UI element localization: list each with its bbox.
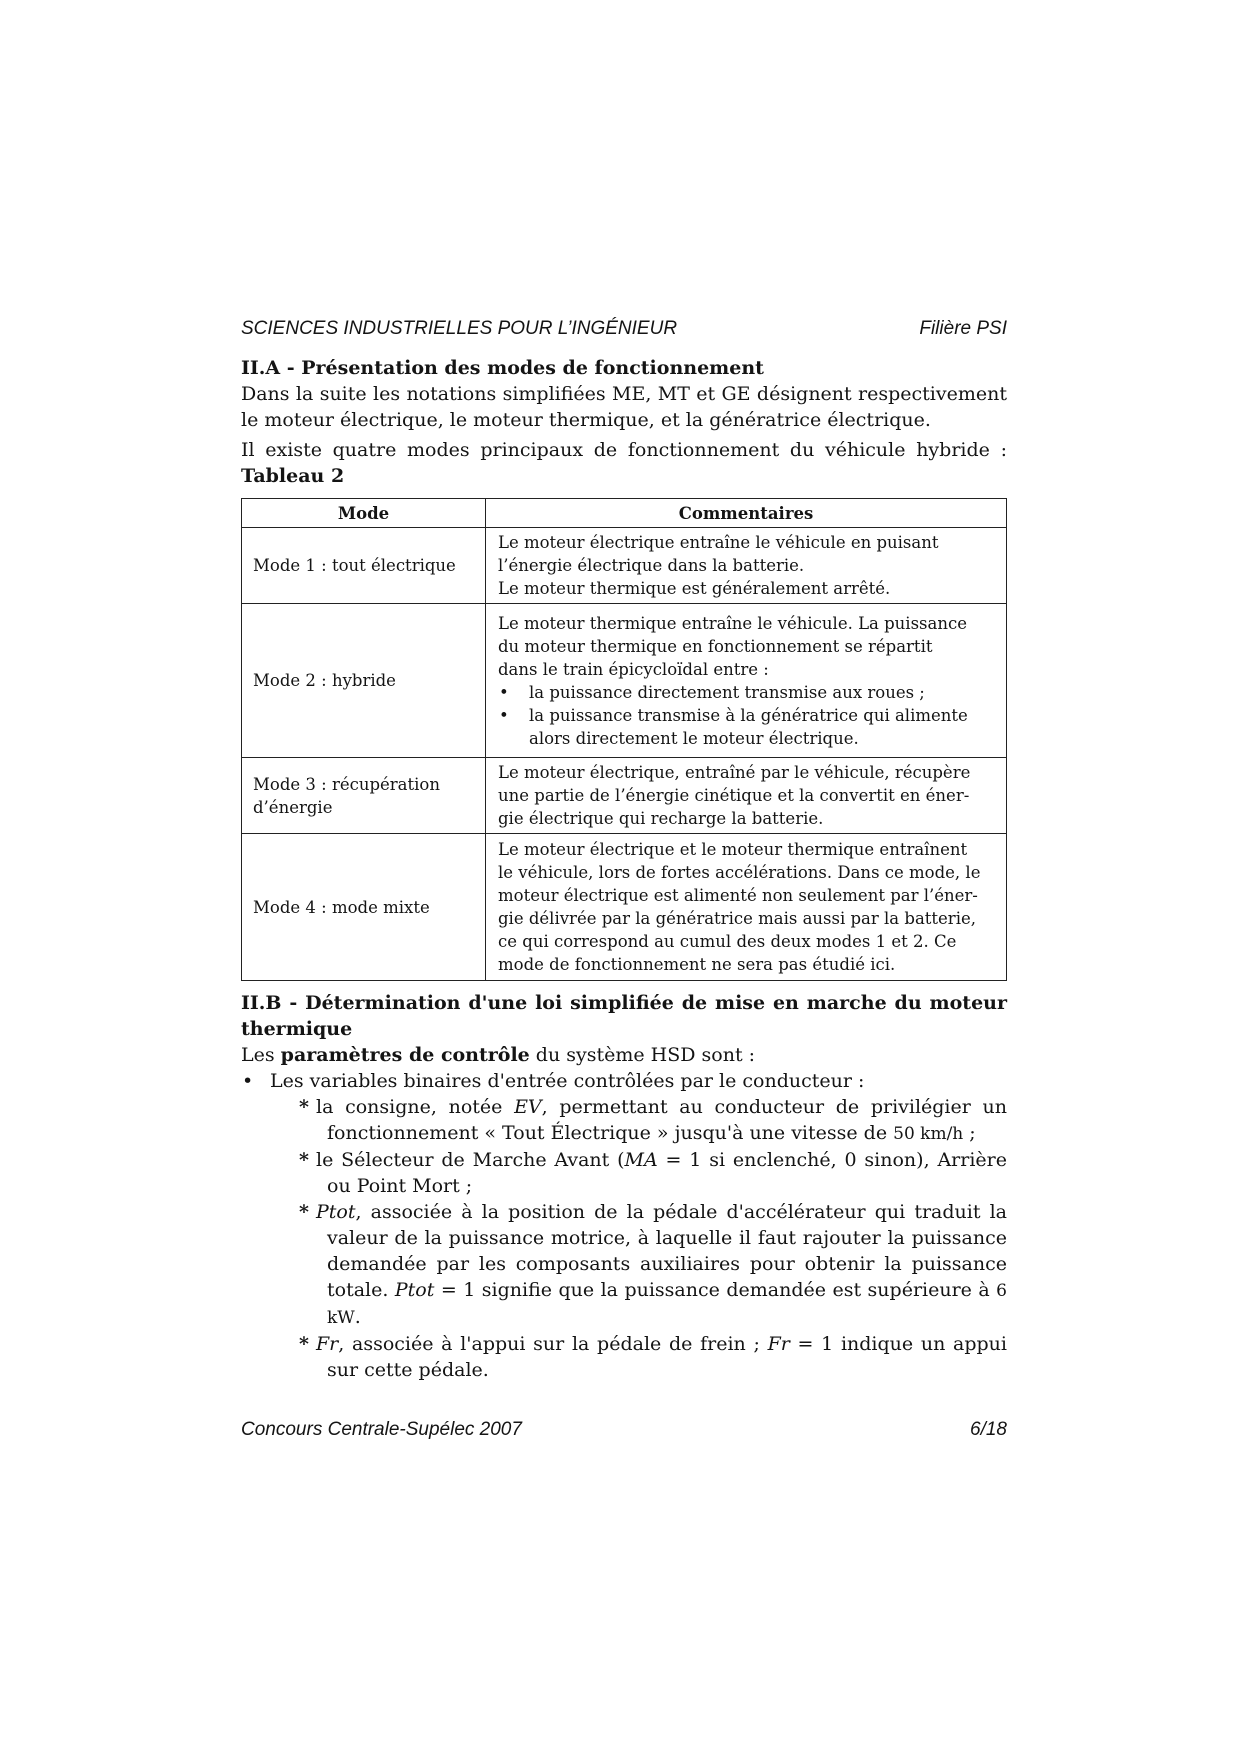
params-list (241, 1068, 1007, 1383)
section-b-title: II.B - Détermination d'une loi simplifiée de mise en marche du moteur thermique (241, 992, 1007, 1040)
fr-text-a: , associée à l'appui sur la pédale de frein ; (338, 1333, 768, 1355)
fr-variable-2: Fr (767, 1333, 790, 1355)
ma-text-b: = 1 si enclenché, 0 sinon), Arrière ou Point Mort ; (327, 1149, 1007, 1197)
star-marker: * (299, 1096, 309, 1118)
header-subject: SCIENCES INDUSTRIELLES POUR L’INGÉNIEUR (241, 318, 678, 339)
comment-line: Le moteur thermique est généralement arrêté. (498, 579, 891, 598)
comment-line: moteur électrique est alimenté non seulement par l’éner- (498, 886, 978, 905)
ev-speed: 50 km/h (893, 1124, 964, 1144)
star-marker: * (299, 1333, 309, 1355)
ptot-variable: Ptot (316, 1201, 356, 1223)
column-header-comments: Commentaires (486, 499, 1007, 528)
comment-line: l’énergie électrique dans la batterie. (498, 556, 805, 575)
comment-line: gie délivrée par la génératrice mais aussi par la batterie, (498, 909, 976, 928)
section-a-title: II.A - Présentation des modes de fonctionnement (241, 357, 764, 379)
param-fr (270, 1331, 1007, 1383)
intro-line-2: le moteur électrique, le moteur thermique, et la génératrice électrique. (241, 409, 931, 431)
comment-line: Le moteur électrique entraîne le véhicule en puisant (498, 533, 939, 552)
comment-line: Le moteur électrique et le moteur thermique entraînent (498, 840, 968, 859)
mode-label: Mode 2 : hybride (242, 604, 486, 758)
param-ma (270, 1147, 1007, 1199)
control-params-intro (241, 1042, 1007, 1068)
comment-line: dans le train épicycloïdal entre : (498, 659, 769, 679)
mode-comment (486, 834, 1007, 981)
comment-line: du moteur thermique en fonctionnement se répartit (498, 636, 933, 656)
ev-text-b: , permettant au conducteur de privilégier un fonctionnement « Tout Électrique » jusqu'à une vitesse de (327, 1096, 1007, 1144)
mode-comment (486, 528, 1007, 604)
mode-comment (486, 604, 1007, 758)
mode-comment (486, 758, 1007, 834)
comment-bullet: • la puissance directement transmise aux roues ; (498, 681, 998, 704)
ev-variable: EV (514, 1096, 542, 1118)
intro-prefix: Les (241, 1044, 281, 1066)
mode-label: Mode 4 : mode mixte (242, 834, 486, 981)
mode-label: Mode 1 : tout électrique (242, 528, 486, 604)
ptot-text-c: . (354, 1306, 361, 1328)
intro-bold-term: paramètres de contrôle (280, 1044, 530, 1066)
table-label: Tableau 2 (241, 465, 345, 487)
params-bullet-text: • Les variables binaires d'entrée contrôlées par le conducteur : (270, 1070, 865, 1092)
params-bullet (241, 1068, 1007, 1383)
ptot-variable-2: Ptot (394, 1279, 435, 1301)
column-header-mode: Mode (242, 499, 486, 528)
header-track: Filière PSI (919, 318, 1007, 339)
ptot-power: 6 kW (327, 1281, 1007, 1328)
comment-bullets (498, 681, 998, 750)
page-header (241, 317, 1007, 341)
footer-competition: Concours Centrale-Supélec 2007 (241, 1419, 522, 1440)
ma-variable: MA (624, 1149, 658, 1171)
comment-line: mode de fonctionnement ne sera pas étudié ici. (498, 955, 896, 974)
comment-line: ce qui correspond au cumul des deux modes 1 et 2. Ce (498, 932, 957, 951)
ev-text-a: la consigne, notée (316, 1096, 515, 1118)
comment-line: Le moteur électrique, entraîné par le véhicule, récupère (498, 763, 971, 782)
ma-text-a: le Sélecteur de Marche Avant ( (316, 1149, 625, 1171)
page-footer (241, 1418, 1007, 1442)
fr-variable: Fr (316, 1333, 339, 1355)
param-ev (270, 1094, 1007, 1147)
intro-paragraph (241, 381, 1007, 433)
table-row (242, 528, 1007, 604)
intro-suffix: du système HSD sont : (529, 1044, 756, 1066)
fr-text-b: = 1 indique un appui sur cette pédale. (327, 1333, 1007, 1381)
table-row (242, 604, 1007, 758)
table-row (242, 834, 1007, 981)
comment-line: gie électrique qui recharge la batterie. (498, 809, 824, 828)
comment-bullet: • la puissance transmise à la génératrice qui alimente alors directement le moteur électrique. (498, 704, 998, 750)
modes-table (241, 498, 1007, 981)
comment-line: une partie de l’énergie cinétique et la convertit en éner- (498, 786, 970, 805)
ev-text-c: ; (963, 1122, 976, 1144)
param-ptot (270, 1199, 1007, 1331)
comment-line: Le moteur thermique entraîne le véhicule. La puissance (498, 613, 967, 633)
intro-line-1: Dans la suite les notations simplifiées ME, MT et GE désignent respectivement (241, 383, 1007, 405)
modes-intro: Il existe quatre modes principaux de fonctionnement du véhicule hybride : (241, 439, 1007, 461)
page-number: 6/18 (970, 1419, 1007, 1440)
ptot-text-a: , associée à la position de la pédale d'accélérateur qui traduit la valeur de la puissance motrice, à laquelle il faut rajouter la puissance demandée par les composants auxiliaires pour obtenir la puissance totale. (327, 1201, 1007, 1301)
table-header-row (242, 499, 1007, 528)
star-marker: * (299, 1149, 309, 1171)
page-content (241, 355, 1007, 1383)
ptot-text-b: = 1 signifie que la puissance demandée est supérieure à (434, 1279, 997, 1301)
table-row (242, 758, 1007, 834)
comment-line: le véhicule, lors de fortes accélérations. Dans ce mode, le (498, 863, 981, 882)
mode-label: Mode 3 : récupération d’énergie (242, 758, 486, 834)
star-marker: * (299, 1201, 309, 1223)
